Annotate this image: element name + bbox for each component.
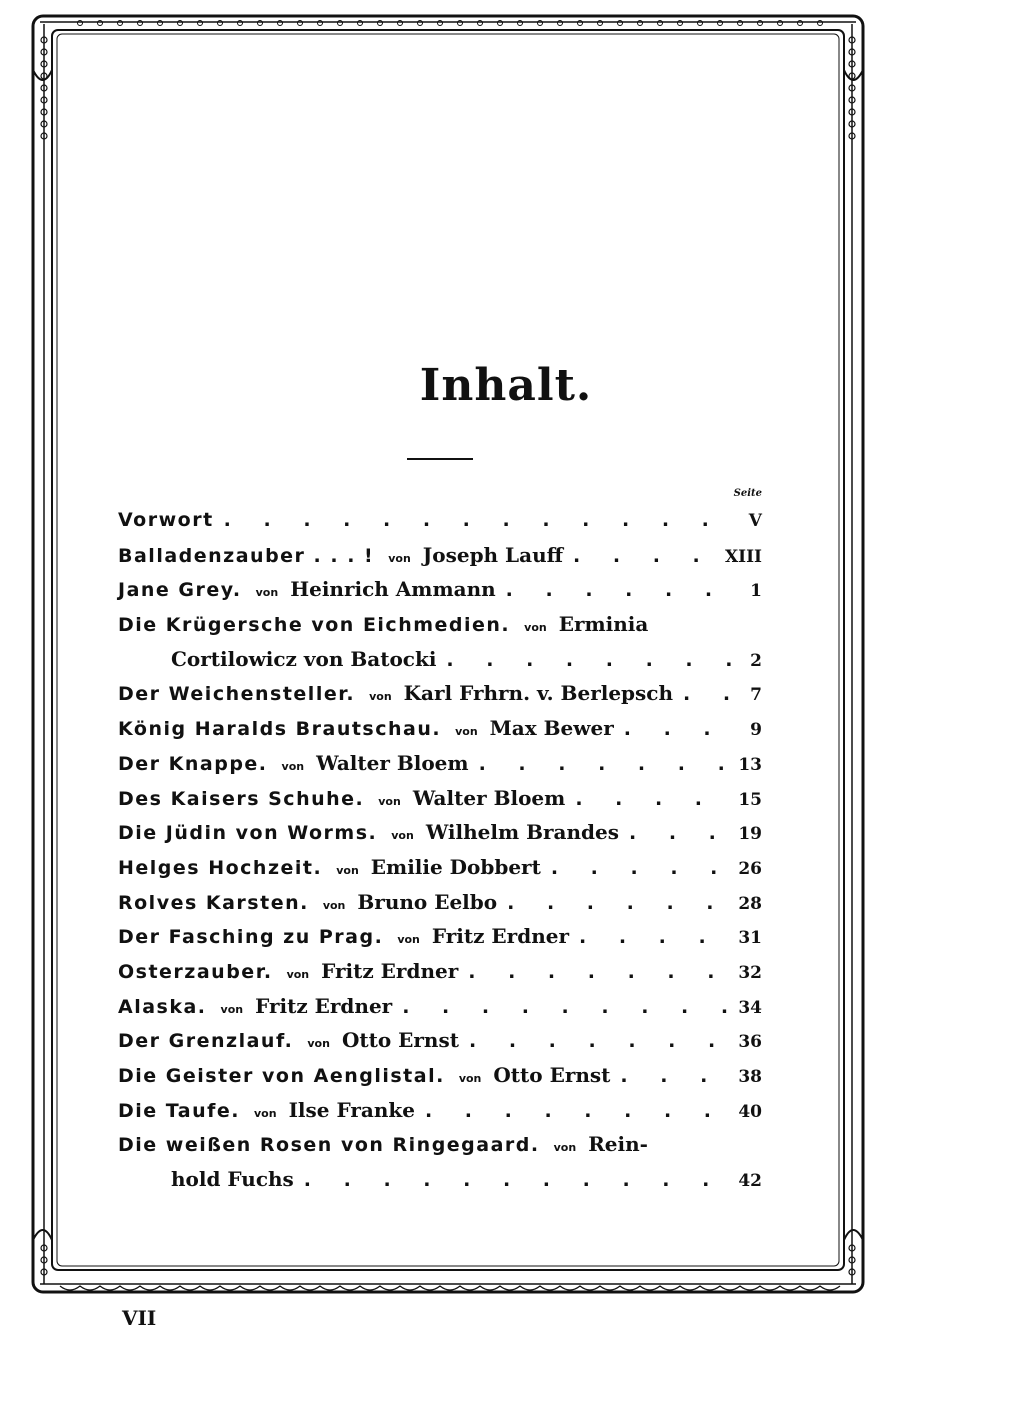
toc-entry [118, 850, 762, 885]
dot-leader [683, 677, 734, 712]
toc-page: 9 [750, 720, 762, 741]
toc-page: XIII [724, 546, 762, 567]
toc-von: von [397, 933, 420, 947]
toc-page: 26 [738, 858, 762, 879]
toc-entry [118, 989, 762, 1024]
dot-leader [507, 886, 732, 921]
toc-entry [118, 1127, 762, 1162]
toc-entry [118, 1023, 762, 1058]
page-column-label: Seite [733, 488, 762, 499]
toc-author: Rein- [588, 1132, 648, 1157]
toc-von: von [388, 551, 411, 565]
toc-entry-continuation [118, 642, 762, 677]
toc-author: Cortilowicz von Batocki [171, 646, 437, 671]
title-rule [407, 458, 473, 460]
toc-title: Die Krügersche von Eichmedien. [118, 614, 511, 637]
toc-author: Emilie Dobbert [370, 854, 541, 879]
toc-entry [118, 746, 762, 781]
toc-title: König Haralds Brautschau. [118, 718, 442, 741]
toc-page: 15 [738, 789, 762, 810]
toc-author: Joseph Lauff [422, 542, 564, 567]
toc-entry [118, 919, 762, 954]
toc-entry [118, 1058, 762, 1093]
dot-leader [304, 1163, 733, 1198]
dot-leader [551, 851, 733, 886]
toc-page: 32 [738, 962, 762, 983]
dot-leader [624, 712, 734, 747]
toc-title: Alaska. [118, 995, 207, 1018]
dot-leader [575, 782, 732, 817]
toc-author: Fritz Erdner [431, 924, 569, 949]
toc-page: 38 [738, 1067, 762, 1087]
toc-author: Fritz Erdner [255, 993, 393, 1018]
dot-leader [573, 539, 719, 574]
toc-page: 13 [738, 754, 762, 775]
toc-entry [118, 1093, 762, 1128]
toc-page: 40 [738, 1101, 762, 1122]
toc-von: von [307, 1037, 330, 1051]
dot-leader [446, 643, 734, 678]
toc-title: Die Taufe. [118, 1099, 241, 1122]
toc-entry [118, 503, 762, 538]
toc-page: 31 [738, 928, 762, 949]
toc-author: Wilhelm Brandes [425, 820, 620, 845]
toc-page: 2 [750, 650, 762, 671]
toc-von: von [286, 967, 310, 981]
toc-von: von [378, 794, 401, 808]
toc-author: Fritz Erdner [321, 958, 459, 983]
toc-author: Ilse Franke [288, 1097, 415, 1122]
toc-von: von [336, 863, 359, 877]
toc-page: 28 [738, 893, 762, 914]
toc-von: von [281, 759, 305, 773]
table-of-contents [118, 503, 762, 1197]
dot-leader [479, 747, 733, 782]
toc-title: Osterzauber. [118, 960, 273, 983]
toc-von: von [322, 898, 346, 912]
toc-page: 19 [738, 824, 762, 845]
toc-entry [118, 538, 762, 573]
toc-title: Vorwort [118, 509, 214, 531]
toc-page: 42 [738, 1171, 762, 1192]
toc-title: Der Knappe. [118, 752, 268, 775]
toc-entry [118, 781, 762, 816]
toc-von: von [369, 690, 392, 704]
toc-title: Jane Grey. [118, 579, 242, 602]
dot-leader [579, 920, 732, 955]
toc-page: 36 [738, 1032, 762, 1053]
toc-title: Die Jüdin von Worms. [118, 822, 378, 845]
page-number: VII [122, 1306, 157, 1330]
toc-entry [118, 815, 762, 850]
toc-entry [118, 572, 762, 607]
toc-von: von [220, 1002, 244, 1016]
toc-page: 1 [750, 581, 762, 602]
toc-author: Bruno Eelbo [357, 889, 498, 914]
toc-entry [118, 711, 762, 746]
dot-leader [620, 1059, 732, 1094]
dot-leader [425, 1094, 732, 1129]
toc-von: von [458, 1072, 482, 1085]
dot-leader [506, 573, 734, 608]
toc-title: Der Grenzlauf. [118, 1030, 294, 1053]
dot-leader [469, 1024, 732, 1059]
toc-author: Walter Bloem [412, 785, 566, 810]
dot-leader [629, 816, 732, 851]
toc-title: Des Kaisers Schuhe. [118, 787, 365, 810]
dot-leader [402, 990, 732, 1025]
toc-title: Der Weichensteller. [118, 683, 356, 706]
toc-title: Balladenzauber . . . ! [118, 544, 375, 567]
toc-von: von [553, 1141, 577, 1155]
toc-entry [118, 676, 762, 711]
toc-entry-continuation [118, 1162, 762, 1197]
toc-author: Karl Frhrn. v. Berlepsch [403, 681, 674, 706]
toc-title: Rolves Karsten. [118, 891, 309, 914]
toc-entry [118, 885, 762, 920]
dot-leader [224, 503, 734, 538]
toc-author: Heinrich Ammann [290, 577, 496, 602]
toc-von: von [254, 1106, 277, 1120]
toc-title: Helges Hochzeit. [118, 856, 323, 879]
toc-author: Erminia [558, 612, 649, 637]
toc-title: Die Geister von Aenglistal. [118, 1065, 445, 1087]
toc-von: von [455, 725, 478, 739]
toc-page: 34 [738, 997, 762, 1018]
toc-page: V [748, 511, 762, 531]
dot-leader [468, 955, 732, 990]
toc-von: von [255, 586, 279, 600]
toc-title: Die weißen Rosen von Ringegaard. [118, 1134, 540, 1157]
page-title: Inhalt. [419, 360, 593, 411]
toc-author: Walter Bloem [316, 750, 469, 775]
toc-von: von [391, 829, 414, 843]
toc-author: Max Bewer [489, 716, 614, 741]
toc-entry [118, 607, 762, 642]
toc-author: Otto Ernst [493, 1063, 611, 1087]
toc-entry [118, 954, 762, 989]
toc-author: Otto Ernst [341, 1028, 459, 1053]
toc-page: 7 [750, 685, 762, 706]
toc-author: hold Fuchs [171, 1167, 294, 1192]
toc-von: von [524, 621, 547, 635]
toc-title: Der Fasching zu Prag. [118, 926, 384, 949]
